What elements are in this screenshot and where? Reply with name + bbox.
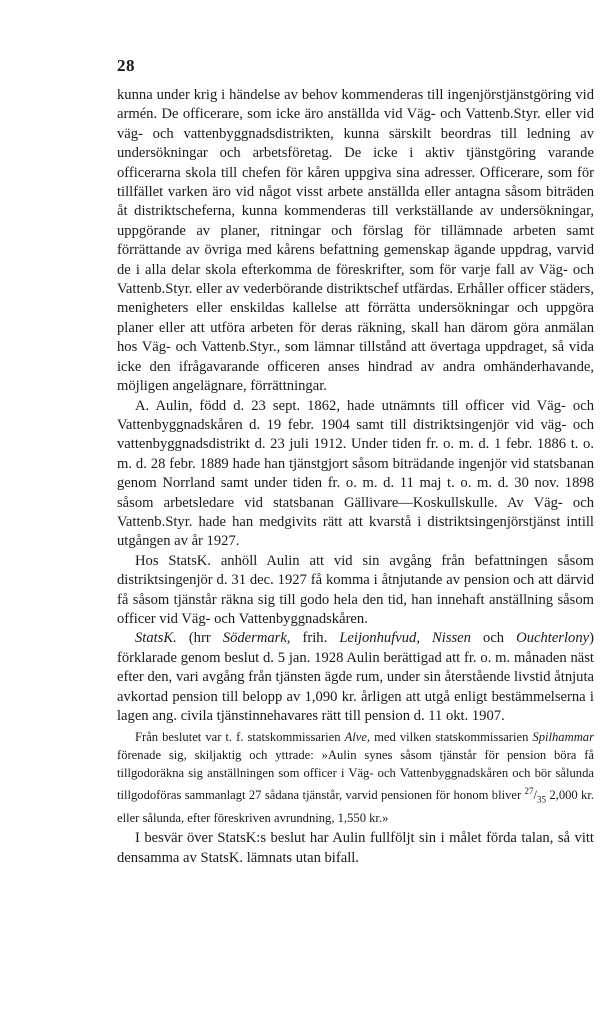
- dissent-text-2: med vilken statskommissarien: [370, 730, 533, 745]
- dissent-note: [117, 728, 594, 827]
- name-sodermark: Södermark,: [222, 630, 291, 647]
- name-alve: Alve,: [344, 730, 371, 745]
- body-text: [117, 86, 594, 868]
- dissent-text-4: 2,000 kr. eller sålunda, efter föreskriven avrundning, 1,550 kr.»: [117, 788, 595, 826]
- paragraph-aulin-career: A. Aulin, född d. 23 sept. 1862, hade utnämnts till officer vid Väg- och Vattenbyggnadskåren d. 19 febr. 1904 samt till distriktsingenjör vid väg- och vattenbyggnadsdistrikt d. 23 juli 1912. Under tiden fr. o. m. d. 1 febr. 1886 t. o. m. d. 28 febr. 1889 hade han tjänstgjort såsom biträdande ingenjör vid statsbanan genom Norrland samt under tiden fr. o. m. d. 11 maj t. o. m. d. 30 nov. 1898 såsom arbetsledare vid statsbanan Gällivare—Koskullskulle. Av Väg- och Vattenb.Styr. hade han medgivits rätt att kvarstå i distriktsingenjörstjänst intill utgången av år 1927.: [117, 397, 594, 550]
- name-leijonhufvud-nissen: Leijonhufvud, Nissen: [339, 630, 471, 647]
- paragraph-pension-request: Hos StatsK. anhöll Aulin att vid sin avgång från befattningen såsom distriktsingenjör d. 31 dec. 1927 få komma i åtnjutande av pension och att därvid få såsom tjänstår räkna sig till godo hela den tid, han innehaft anställning såsom officer vid Väg- och Vattenbyggnadskåren.: [117, 552, 594, 627]
- paragraph-appeal: I besvär över StatsK:s beslut har Aulin fullföljt sin i målet förda talan, så vitt densamma av StatsK. lämnats utan bifall.: [117, 830, 594, 866]
- decision-text-1: (hrr: [176, 630, 223, 647]
- dissent-text-1: Från beslutet var t. f. statskommissarien: [135, 730, 345, 745]
- dissent-paragraph: Från beslutet var t. f. statskommissarien Alve, med vilken statskommissarien Spilhammar förenade sig, skiljaktig och yttrade: »Aulin synes såsom tjänstår för pension böra få tillgodoräkna sig anställningen som officer i Väg- och Vattenbyggnadskåren och bör sålunda tillgodoföras sammanlagt 27 sådana tjänstår, varvid pensionen för honom bliver $^{27}/_{35}$ 2,000 kr. eller sålunda, efter föreskriven avrundning, 1,550 kr.»: [117, 730, 595, 826]
- page-number: 28: [117, 56, 135, 75]
- decision-text-2: frih.: [290, 630, 340, 647]
- fraction-numerator: 27: [524, 786, 534, 797]
- name-spilhammar: Spilhammar: [532, 730, 594, 745]
- fraction-denominator: 35: [537, 795, 547, 806]
- statsk-label: StatsK.: [135, 630, 177, 647]
- name-ouchterlony: Ouchterlony: [516, 630, 590, 647]
- paragraph-continuation: kunna under krig i händelse av behov kommenderas till ingenjörstjänstgöring vid armén. De officerare, som icke äro anställda vid Väg- och Vattenb.Styr. eller vid väg- och vattenbyggnadsdistrikten, kunna särskilt beordras till ledning av undersökningar och arbetsföretag. De icke i aktiv tjänstgöring varande officerarna skola till chefen för kåren uppgiva sina adresser. Officerare, som för tillfället varken äro vid något visst arbete anställda eller antagna såsom biträden åt distriktscheferna, kunna kommenderas till verkställande av undersökningar, uppgörande av planer, ritningar och förslag för tillämnade arbeten samt förrättande av övriga med kårens befattning gemenskap ägande uppdrag, varvid de i alla delar skola efterkomma de föreskrifter, som för varje fall av Väg- och Vattenb.Styr. eller av vederbörande distriktschef utfärdas. Erhåller officer städers, menigheters eller enskildas kallelse att förrätta undersökningar och uppgöra planer eller att utföra arbeten för deras räkning, skall han därom göra anmälan hos Väg- och Vattenb.Styr., som lämnar tillstånd att övertaga uppdraget, så vida icke den ifrågavarande officeren anses hindrad av andra omhänderhavande, möjligen angelägnare, förrättningar.: [117, 87, 594, 395]
- decision-text-4: ) förklarade genom beslut d. 5 jan. 1928 Aulin berättigad att fr. o. m. månaden näst efter den, vari avgång från tjänsten ägde rum, under sin återstående livstid åtnjuta avkortad pension till belopp av 1,090 kr. årligen att utgå enligt bestämmelserna i lagen ang. civila tjänstinnehavares rätt till pension d. 11 okt. 1907.: [117, 630, 594, 724]
- dissent-text-3: förenade sig, skiljaktig och yttrade: »Aulin synes såsom tjänstår för pension böra få tillgodoräkna sig anställningen som officer i Väg- och Vattenbyggnadskåren och bör sålunda tillgodoföras sammanlagt 27 sådana tjänstår, varvid pensionen för honom bliver: [117, 748, 594, 803]
- paragraph-statsk-decision: [117, 629, 594, 726]
- decision-text-3: och: [470, 630, 517, 647]
- final-section: [117, 829, 594, 868]
